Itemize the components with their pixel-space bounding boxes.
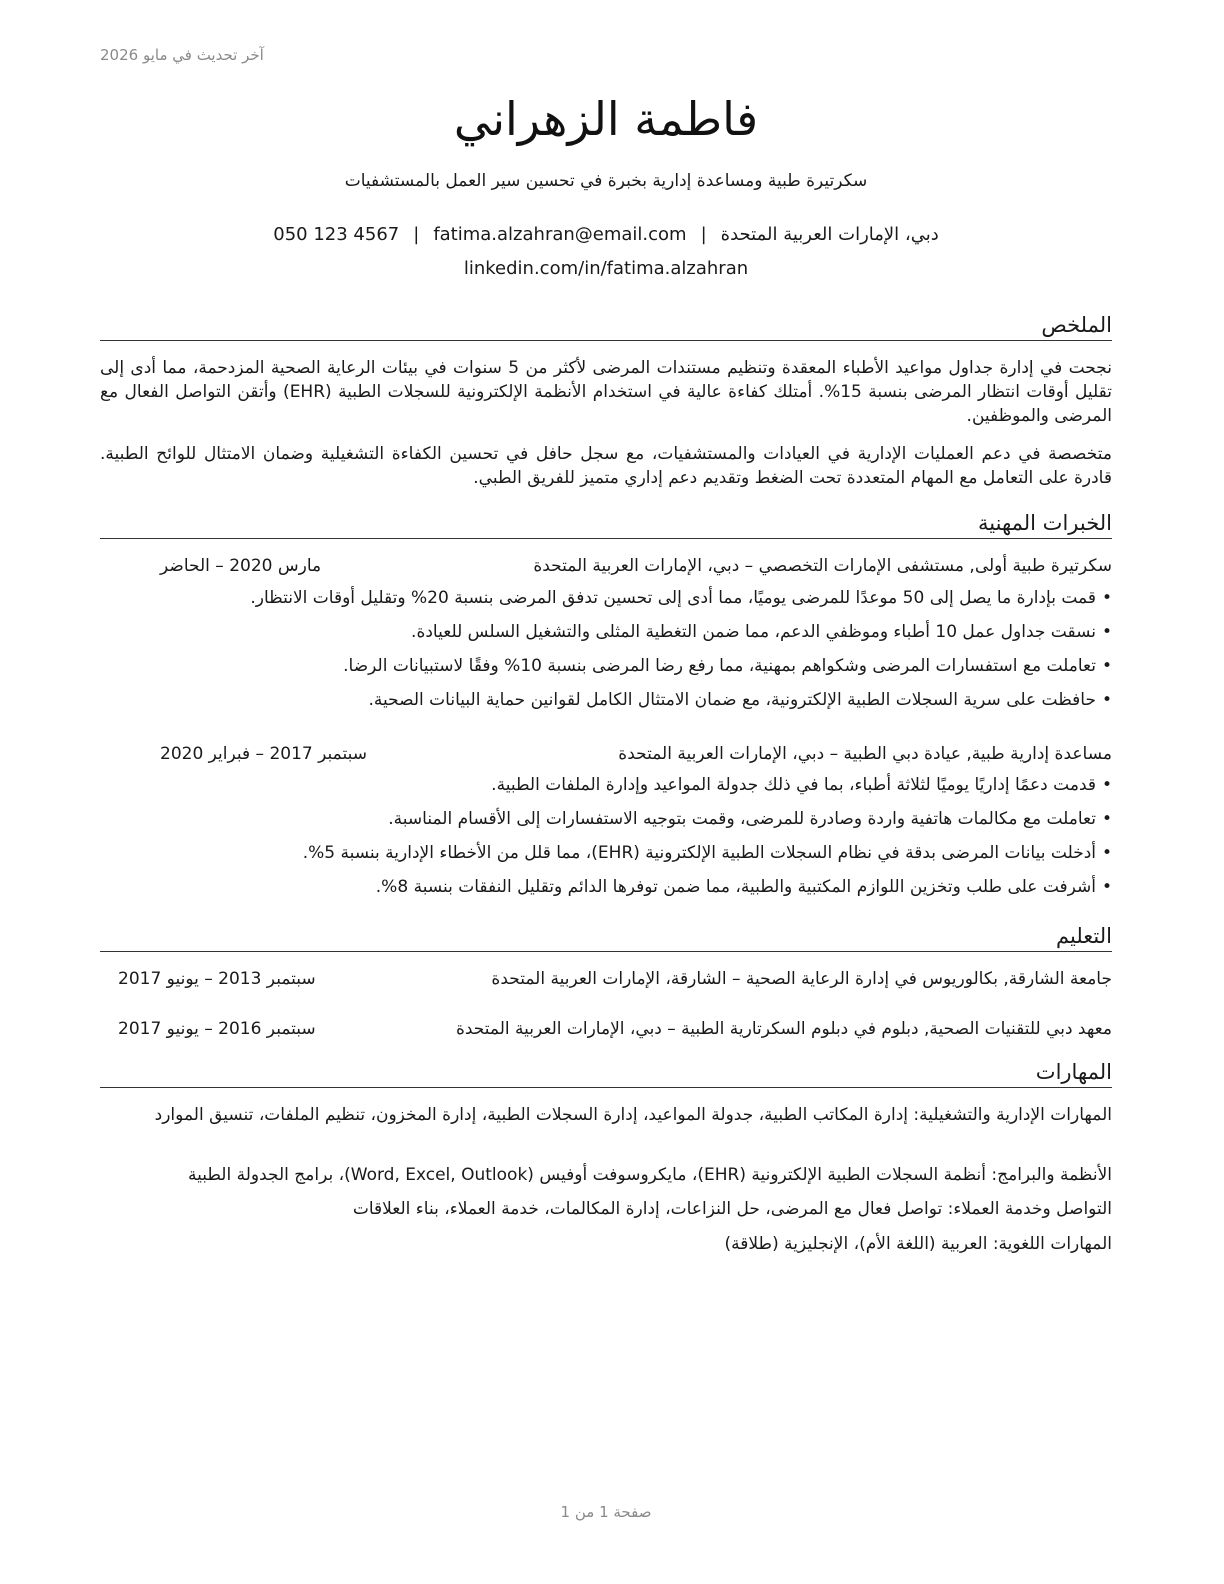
resume-page <box>100 0 1112 1584</box>
skill-line: المهارات اللغوية: العربية (اللغة الأم)، الإنجليزية (طلاقة) <box>724 1234 1112 1254</box>
skill-line: الأنظمة والبرامج: أنظمة السجلات الطبية الإلكترونية (EHR)، مايكروسوفت أوفيس (Word, Excel, Outlook)، برامج الجدولة الطبية <box>187 1165 1112 1185</box>
list-item: • أدخلت بيانات المرضى بدقة في نظام السجلات الطبية الإلكترونية (EHR)، مما قلل من الأخطاء الإدارية بنسبة 5%. <box>302 843 1112 863</box>
candidate-name: فاطمة الزهراني <box>453 92 759 146</box>
separator: | <box>413 224 420 245</box>
job-dates: سبتمبر 2017 – فبراير 2020 <box>160 744 367 764</box>
education-dates: سبتمبر 2016 – يونيو 2017 <box>118 1019 316 1039</box>
separator: | <box>700 224 707 245</box>
linkedin-link[interactable]: linkedin.com/in/fatima.alzahran <box>463 258 749 279</box>
phone: 050 123 4567 <box>273 224 400 245</box>
job-title: مساعدة إدارية طبية, عيادة دبي الطبية – دبي، الإمارات العربية المتحدة <box>618 744 1112 764</box>
list-item: • تعاملت مع مكالمات هاتفية واردة وصادرة للمرضى، وقمت بتوجيه الاستفسارات إلى الأقسام المناسبة. <box>388 809 1112 829</box>
section-title-experience: الخبرات المهنية <box>100 509 1112 539</box>
tagline: سكرتيرة طبية ومساعدة إدارية بخبرة في تحسين سير العمل بالمستشفيات <box>344 171 868 191</box>
section-title-summary: الملخص <box>100 311 1112 341</box>
job-bullets <box>100 773 1112 909</box>
list-item: • تعاملت مع استفسارات المرضى وشكواهم بمهنية، مما رفع رضا المرضى بنسبة 10% وفقًا لاستبيانات الرضا. <box>343 656 1112 676</box>
list-item: • حافظت على سرية السجلات الطبية الإلكترونية، مع ضمان الامتثال الكامل لقوانين حماية البيانات الصحية. <box>368 690 1112 710</box>
education-dates: سبتمبر 2013 – يونيو 2017 <box>118 969 316 989</box>
list-item: • أشرفت على طلب وتخزين اللوازم المكتبية والطبية، مما ضمن توفرها الدائم وتقليل النفقات بنسبة 8%. <box>375 877 1112 897</box>
list-item: • نسقت جداول عمل 10 أطباء وموظفي الدعم، مما ضمن التغطية المثلى والتشغيل السلس للعيادة. <box>411 622 1112 642</box>
location: دبي، الإمارات العربية المتحدة <box>720 224 939 245</box>
job-dates: مارس 2020 – الحاضر <box>160 556 322 576</box>
summary-paragraph: متخصصة في دعم العمليات الإدارية في العيادات والمستشفيات، مع سجل حافل في تحسين الكفاءة التشغيلية وضمان الامتثال للوائح الطبية. قادرة على التعامل مع المهام المتعددة تحت الضغط وتقديم دعم إداري متميز للفريق الطبي. <box>100 444 1112 488</box>
email-link[interactable]: fatima.alzahran@email.com <box>433 224 687 245</box>
list-item: • قمت بإدارة ما يصل إلى 50 موعدًا للمرضى يوميًا، مما أدى إلى تحسين تدفق المرضى بنسبة 20% وتقليل أوقات الانتظار. <box>250 588 1112 608</box>
summary-paragraph: نجحت في إدارة جداول مواعيد الأطباء المعقدة وتنظيم مستندات المرضى لأكثر من 5 سنوات في بيئات الرعاية الصحية المزدحمة، مما أدى إلى تقليل أوقات انتظار المرضى بنسبة 15%. أمتلك كفاءة عالية في استخدام الأنظمة الإلكترونية للسجلات الطبية (EHR) وأتقن التواصل الفعال مع المرضى والموظفين. <box>100 358 1112 426</box>
education-institution: معهد دبي للتقنيات الصحية, دبلوم في دبلوم السكرتارية الطبية – دبي، الإمارات العربية المتحدة <box>455 1019 1112 1039</box>
page-number: صفحة 1 من 1 <box>560 1503 652 1521</box>
section-title-skills: المهارات <box>100 1058 1112 1088</box>
job-bullets <box>100 586 1112 722</box>
skill-line: التواصل وخدمة العملاء: تواصل فعال مع المرضى، حل النزاعات، إدارة المكالمات، خدمة العملاء، بناء العلاقات <box>352 1199 1112 1219</box>
last-updated: آخر تحديث في مايو 2026 <box>100 46 264 64</box>
section-title-education: التعليم <box>100 922 1112 952</box>
skill-line: المهارات الإدارية والتشغيلية: إدارة المكاتب الطبية، جدولة المواعيد، إدارة السجلات الطبية، إدارة المخزون، تنظيم الملفات، تنسيق الموارد <box>154 1105 1112 1125</box>
job-title: سكرتيرة طبية أولى, مستشفى الإمارات التخصصي – دبي، الإمارات العربية المتحدة <box>533 556 1112 576</box>
contact-line <box>100 224 1112 245</box>
education-institution: جامعة الشارقة, بكالوريوس في إدارة الرعاية الصحية – الشارقة، الإمارات العربية المتحدة <box>491 969 1112 989</box>
list-item: • قدمت دعمًا إداريًا يوميًا لثلاثة أطباء، بما في ذلك جدولة المواعيد وإدارة الملفات الطبية. <box>491 775 1112 795</box>
